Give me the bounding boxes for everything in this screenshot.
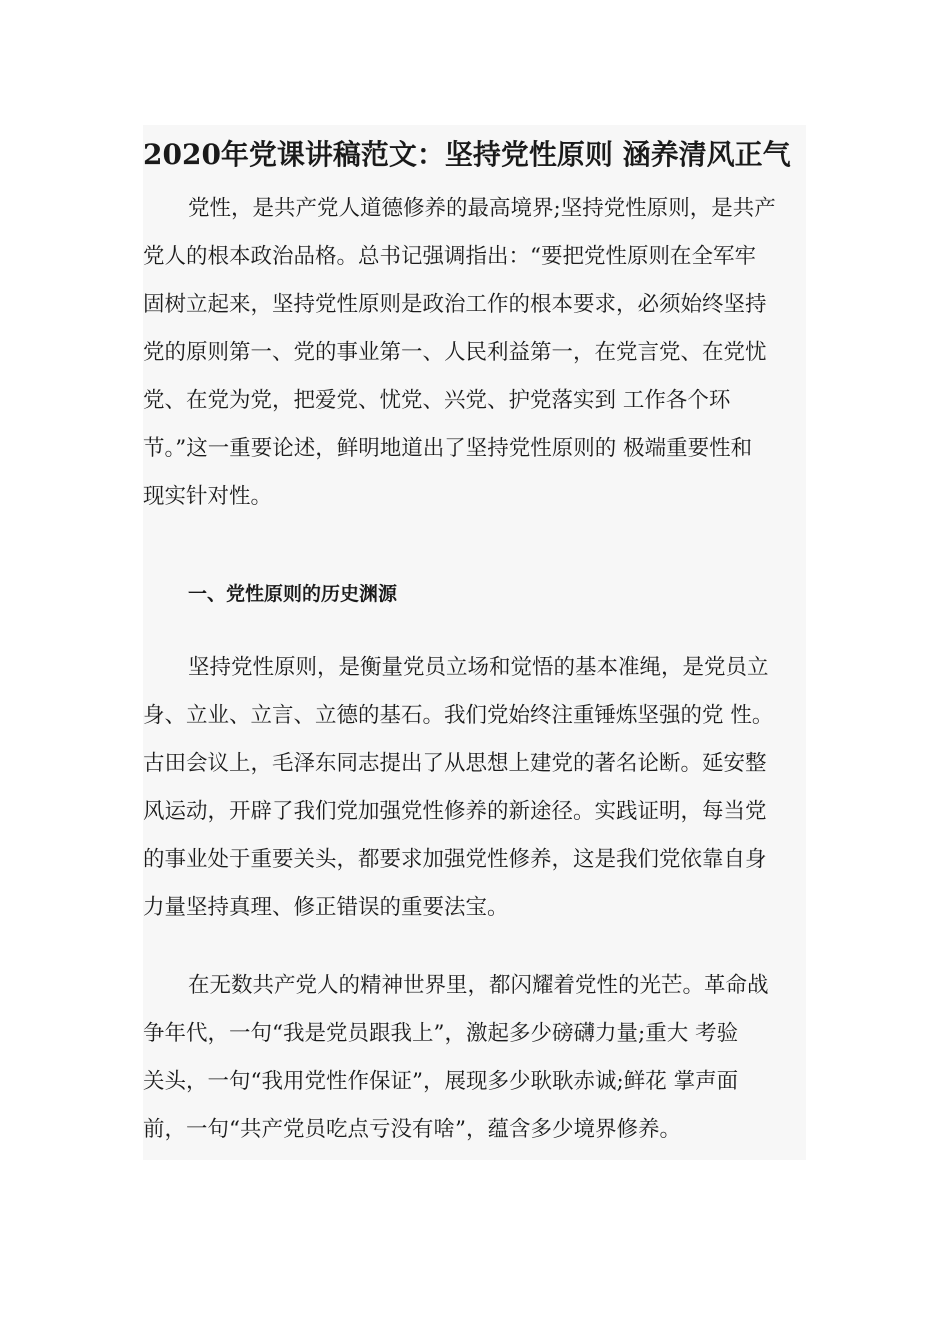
paragraph-line: 争年代，一句“我是党员跟我上”，激起多少磅礴力量;重大 考验 — [143, 1021, 739, 1046]
section-heading: 一、党性原则的历史渊源 — [188, 583, 398, 605]
paragraph-history — [143, 644, 806, 932]
paragraph-line: 党的原则第一、党的事业第一、人民利益第一，在党言党、在党忧 — [143, 340, 767, 365]
paragraph-line: 风运动，开辟了我们党加强党性修养的新途径。实践证明，每当党 — [143, 799, 767, 824]
paragraph-line: 身、立业、立言、立德的基石。我们党始终注重锤炼坚强的党 性。 — [143, 703, 774, 728]
paragraph-line: 前，一句“共产党员吃点亏没有啥”，蕴含多少境界修养。 — [143, 1117, 681, 1142]
paragraph-line: 固树立起来，坚持党性原则是政治工作的根本要求，必须始终坚持 — [143, 292, 767, 317]
paragraph-line: 党、在党为党，把爱党、忧党、兴党、护党落实到 工作各个环 — [143, 388, 731, 413]
paragraph-line: 党性，是共产党人道德修养的最高境界;坚持党性原则，是共产 — [188, 196, 776, 221]
paragraph-line: 党人的根本政治品格。总书记强调指出：“要把党性原则在全军牢 — [143, 244, 756, 269]
paragraph-line: 的事业处于重要关头，都要求加强党性修养，这是我们党依靠自身 — [143, 847, 767, 872]
paragraph-line: 关头，一句“我用党性作保证”，展现多少耿耿赤诚;鲜花 掌声面 — [143, 1069, 739, 1094]
paragraph-line: 力量坚持真理、修正错误的重要法宝。 — [143, 895, 509, 920]
paragraph-spirit — [143, 962, 806, 1154]
paragraph-intro — [143, 185, 806, 521]
paragraph-line: 坚持党性原则，是衡量党员立场和觉悟的基本准绳，是党员立 — [188, 655, 769, 680]
paragraph-line: 节。”这一重要论述，鲜明地道出了坚持党性原则的 极端重要性和 — [143, 436, 753, 461]
paragraph-line: 古田会议上，毛泽东同志提出了从思想上建党的著名论断。延安整 — [143, 751, 767, 776]
paragraph-line: 在无数共产党人的精神世界里，都闪耀着党性的光芒。革命战 — [188, 973, 769, 998]
paragraph-line: 现实针对性。 — [143, 484, 273, 509]
document-title: 2020年党课讲稿范文：坚持党性原则 涵养清风正气 — [143, 138, 791, 171]
